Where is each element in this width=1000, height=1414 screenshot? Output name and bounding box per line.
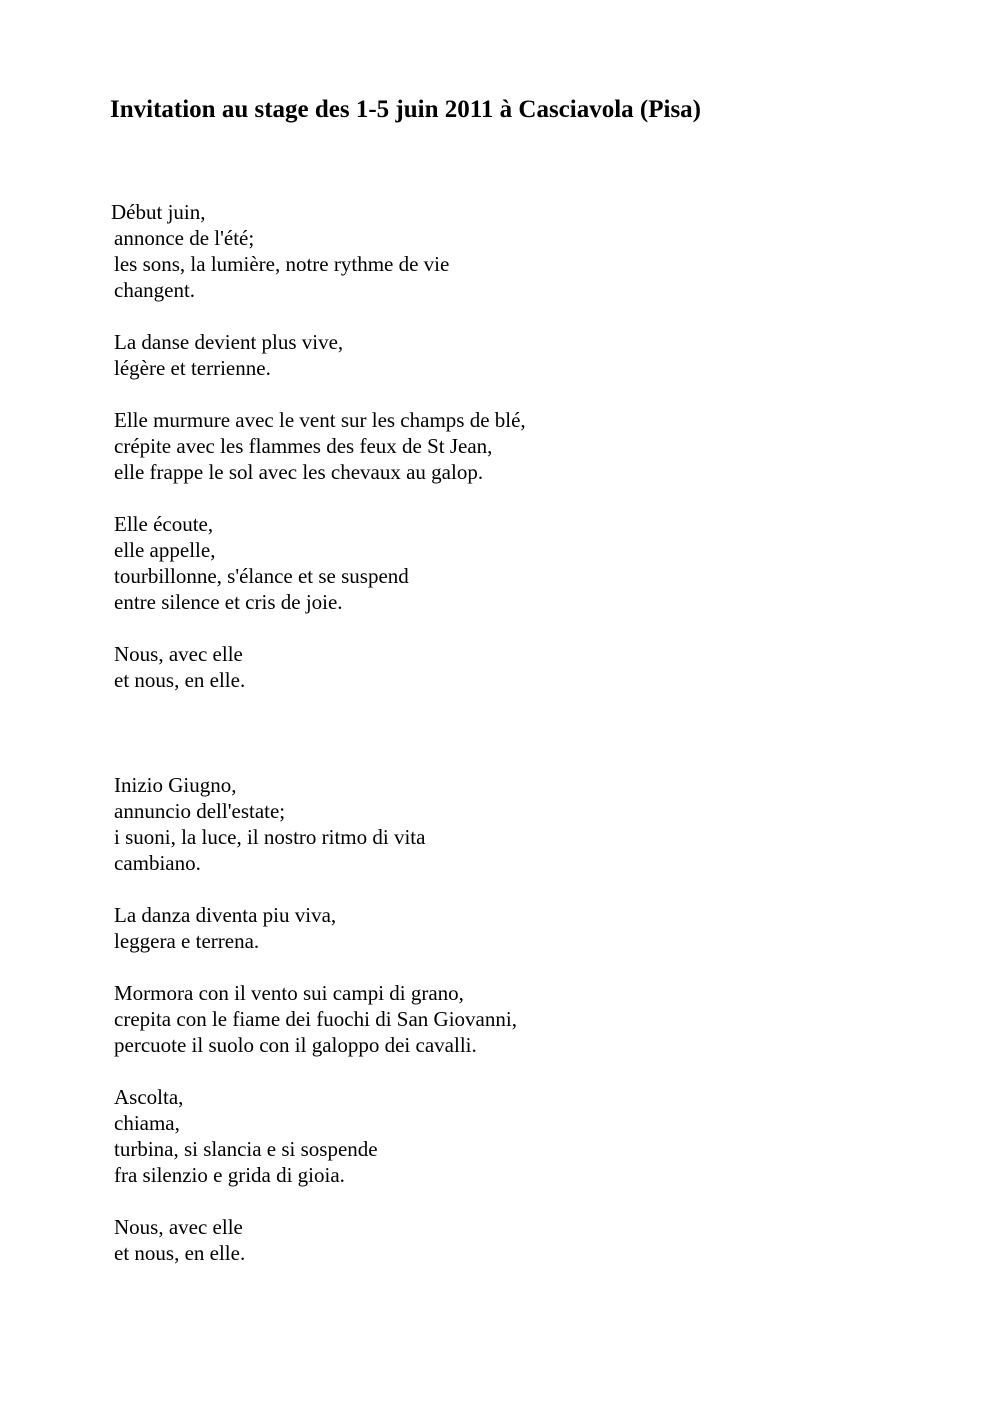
poem-line: crépite avec les flammes des feux de St Jean, [114,434,493,458]
poem-line: percuote il suolo con il galoppo dei cavalli. [114,1033,477,1057]
stanza [114,1214,814,1266]
poem-line: et nous, en elle. [114,668,246,692]
poem-line: Ascolta, [114,1085,184,1109]
poem-french [111,199,814,719]
stanza [114,980,814,1058]
poem-line: Mormora con il vento sui campi di grano, [114,981,464,1005]
page-title: Invitation au stage des 1-5 juin 2011 à Casciavola (Pisa) [110,96,702,123]
poem-line: annuncio dell'estate; [114,799,286,823]
poem-italian [114,772,814,1292]
poem-line: tourbillonne, s'élance et se suspend [114,564,409,588]
poem-line: Nous, avec elle [114,1215,243,1239]
poem-line: turbina, si slancia e si sospende [114,1137,378,1161]
poem-line: elle appelle, [114,538,216,562]
stanza [114,407,814,485]
poem-line: et nous, en elle. [114,1241,246,1265]
stanza [114,902,814,954]
poem-line: leggera e terrena. [114,929,260,953]
poem-line: Elle écoute, [114,512,214,536]
poem-line: La danse devient plus vive, [114,330,344,354]
poem-line: i suoni, la luce, il nostro ritmo di vita [114,825,426,849]
poem-line: légère et terrienne. [114,356,271,380]
stanza [111,199,814,303]
stanza [114,641,814,693]
poem-line: Début juin, [111,200,206,224]
poem-line: La danza diventa piu viva, [114,903,337,927]
poem-line: annonce de l'été; [114,226,255,250]
poem-line: Nous, avec elle [114,642,243,666]
stanza [114,511,814,615]
poem-line: changent. [114,278,196,302]
poem-line: cambiano. [114,851,201,875]
poem-line: Inizio Giugno, [114,773,237,797]
poem-line: crepita con le fiame dei fuochi di San Giovanni, [114,1007,517,1031]
stanza [114,1084,814,1188]
poem-line: fra silenzio e grida di gioia. [114,1163,345,1187]
poem-line: entre silence et cris de joie. [114,590,343,614]
stanza [114,772,814,876]
poem-line: chiama, [114,1111,180,1135]
stanza [114,329,814,381]
poem-line: Elle murmure avec le vent sur les champs de blé, [114,408,526,432]
poem-line: les sons, la lumière, notre rythme de vie [114,252,450,276]
poem-line: elle frappe le sol avec les chevaux au galop. [114,460,484,484]
